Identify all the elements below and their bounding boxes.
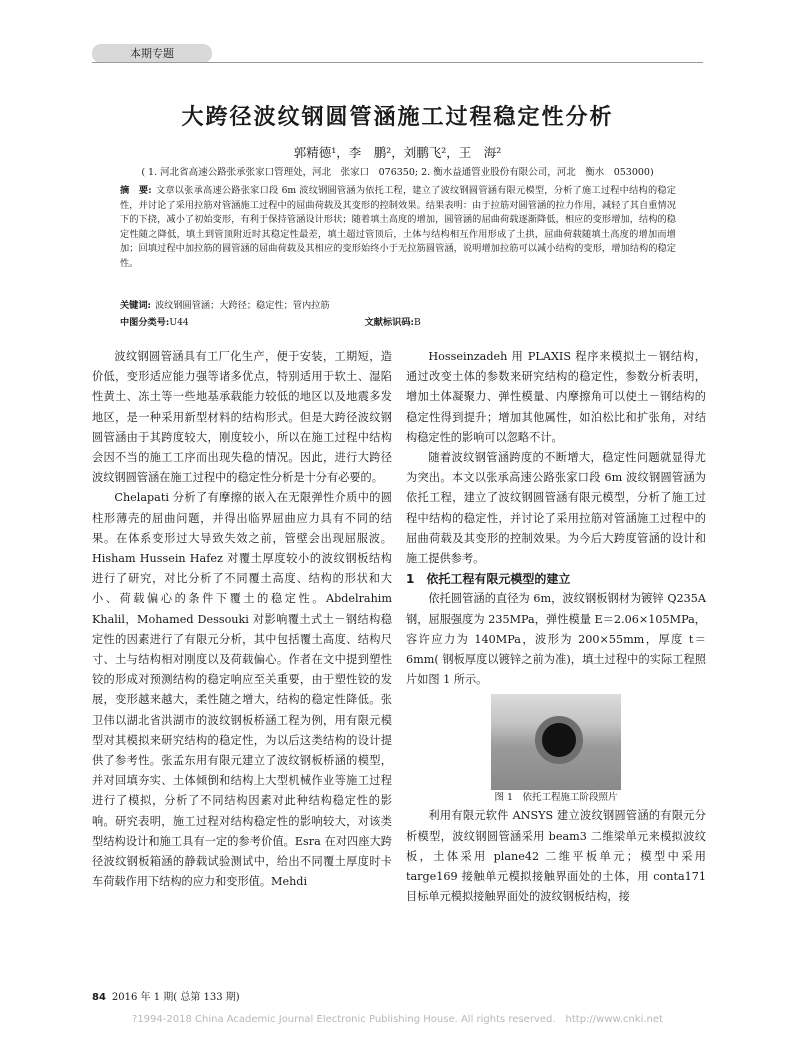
keywords-text: 波纹钢圆管涵；大跨径；稳定性；管内拉筋 [154,300,330,311]
affiliations: ( 1. 河北省高速公路张承张家口管理处，河北 张家口 076350; 2. 衡水益通管业股份有限公司，河北 衡水 053000) [141,167,654,178]
body-paragraph: 波纹钢圆管涵具有工厂化生产，便于安装，工期短，造价低，变形适应能力强等诸多优点，特别适用于软土、湿陷性黄土、冻土等一些地基承载能力较低的地区以及地震多发地区，是一种采用新型材料的结构形式。但是大跨径波纹钢圆管涵由于其跨度较大，刚度较小，所以在施工过程中结构会因不当的施工工序而出现失稳的情况。因此，进行大跨径波纹钢圆管涵在施工过程中的稳定性分析是十分有必要的。 [92,350,392,485]
body-paragraph: Chelapati 分析了有摩擦的嵌入在无限弹性介质中的圆柱形薄壳的屈曲问题，并得出临界屈曲应力具有不同的结果。在体系变形过大导致失效之前，管壁会出现屈服波。Hisham Hussein Hafez 对覆土厚度较小的波纹钢板结构进行了研究，对比分析了不同覆土高度、结构的形状和大小、荷载偏心的条件下覆土的稳定性。Abdelrahim Khalil，Mohamed Dessouki 对影响覆土式土－钢结构稳定性的因素进行了有限元分析，其中包括覆土高度、结构尺寸、土与结构相对刚度以及荷载偏心。作者在文中提到塑性铰的形成对预测结构的稳定响应至关重要，由于塑性铰的发展，变形越来越大，柔性随之增大，结构的稳定性降低。张卫伟以湖北省洪湖市的波纹钢板桥涵工程为例，用有限元模型对其模拟来研究结构的稳定性，为以后这类结构的设计提供了参考性。张孟东用有限元建立了波纹钢板桥涵的模型，并对回填夯实、土体倾倒和结构上大型机械作业等施工过程进行了模拟，分析了不同结构因素对此种结构稳定性的影响。研究表明，施工过程对结构稳定性的影响较大，对该类型结构设计和施工具有一定的参考价值。Esra 在对四座大跨径波纹钢板箱涵的静载试验测试中，给出不同覆土厚度时卡车荷载作用下结构的应力和变形值。Mehdi [92,491,392,889]
author-list: 郭精德¹，李 鹏²，刘鹏飞²，王 海² [293,145,502,160]
body-paragraph: 利用有限元软件 ANSYS 建立波纹钢圆管涵的有限元分析模型，波纹钢圆管涵采用 beam3 二维梁单元来模拟波纹板，土体采用 plane42 二维平板单元；模型中采用 targe169 接触单元模拟接触界面处的土体，用 conta171 目标单元模拟接触界面处的波纹钢板结构，接 [406,809,706,904]
body-paragraph: 随着波纹钢管涵跨度的不断增大，稳定性问题就显得尤为突出。本文以张承高速公路张家口段 6m 波纹钢圆管涵为依托工程，建立了波纹钢圆管涵有限元模型，分析了施工过程中结构的稳定性，并讨论了采用拉筋对管涵施工过程中的屈曲荷载及其变形的控制效果。为今后大跨度管涵的设计和施工提供参考。 [406,451,706,566]
copyright-line: ?1994-2018 China Academic Journal Electronic Publishing House. All rights reserved. http://www.cnki.net [132,1014,663,1025]
page-footer [92,988,240,1003]
abstract-text: 文章以张承高速公路张家口段 6m 波纹钢圆管涵为依托工程，建立了波纹钢圆管涵有限元模型，分析了施工过程中结构的稳定性，并讨论了采用拉筋对管涵施工过程中的屈曲荷载及其变形的控制效果。结果表明：由于拉筋对圆管涵的拉力作用，减轻了其自重情况下的下挠，减小了初始变形，有利于保持管涵设计形状；随着填土高度的增加，圆管涵的屈曲荷载逐渐降低，相应的变形增加，结构的稳定性随之降低，填土到管顶附近时其稳定性最差，填土超过管顶后，土体与结构相互作用形成了土拱，屈曲荷载随填土高度的增加而增加；回填过程中加拉筋的圆管涵的屈曲荷载及其相应的变形始终小于无拉筋圆管涵，说明增加拉筋可以减小结构的变形，增加结构的稳定性。 [120,185,676,269]
abstract-label: 摘 要: [120,185,152,196]
issue-info: 2016 年 1 期( 总第 133 期) [111,992,240,1003]
figure-1-photo [491,694,621,790]
section-heading: 1 依托工程有限元模型的建立 [406,572,571,587]
abstract [120,184,676,272]
culvert-opening [535,716,583,764]
body-paragraph: Hosseinzadeh 用 PLAXIS 程序来模拟土－钢结构，通过改变土体的参数来研究结构的稳定性，参数分析表明，增加土体凝聚力、弹性模量、内摩擦角可以使土－钢结构的稳定性得到提升；增加其他属性，如泊松比和扩张角，对结构稳定性的影响可以忽略不计。 [406,350,706,444]
body-paragraph: 依托圆管涵的直径为 6m，波纹钢板钢材为镀锌 Q235A 钢，屈服强度为 235MPa，弹性模量 E＝2.06×105MPa，容许应力为 140MPa，波形为 200×55mm，厚度 t＝6mm( 钢板厚度以镀锌之前为准)，填土过程中的实际工程照片如图 1 所示。 [406,592,706,687]
left-column [92,347,392,892]
doc-code-label: 文献标识码: [364,317,414,328]
figure-caption: 图 1 依托工程施工阶段照片 [494,792,618,804]
right-column [406,347,706,907]
page-number: 84 [92,992,106,1003]
article-title: 大跨径波纹钢圆管涵施工过程稳定性分析 [181,105,614,130]
keywords-label: 关键词: [120,300,151,311]
keywords [120,297,676,311]
clc-label: 中图分类号: [120,317,170,328]
clc-value: U44 [169,317,189,328]
classification-line [120,314,676,328]
section-tab: 本期专题 [92,44,212,63]
doc-code-value: B [413,317,421,328]
header-rule [92,62,703,63]
